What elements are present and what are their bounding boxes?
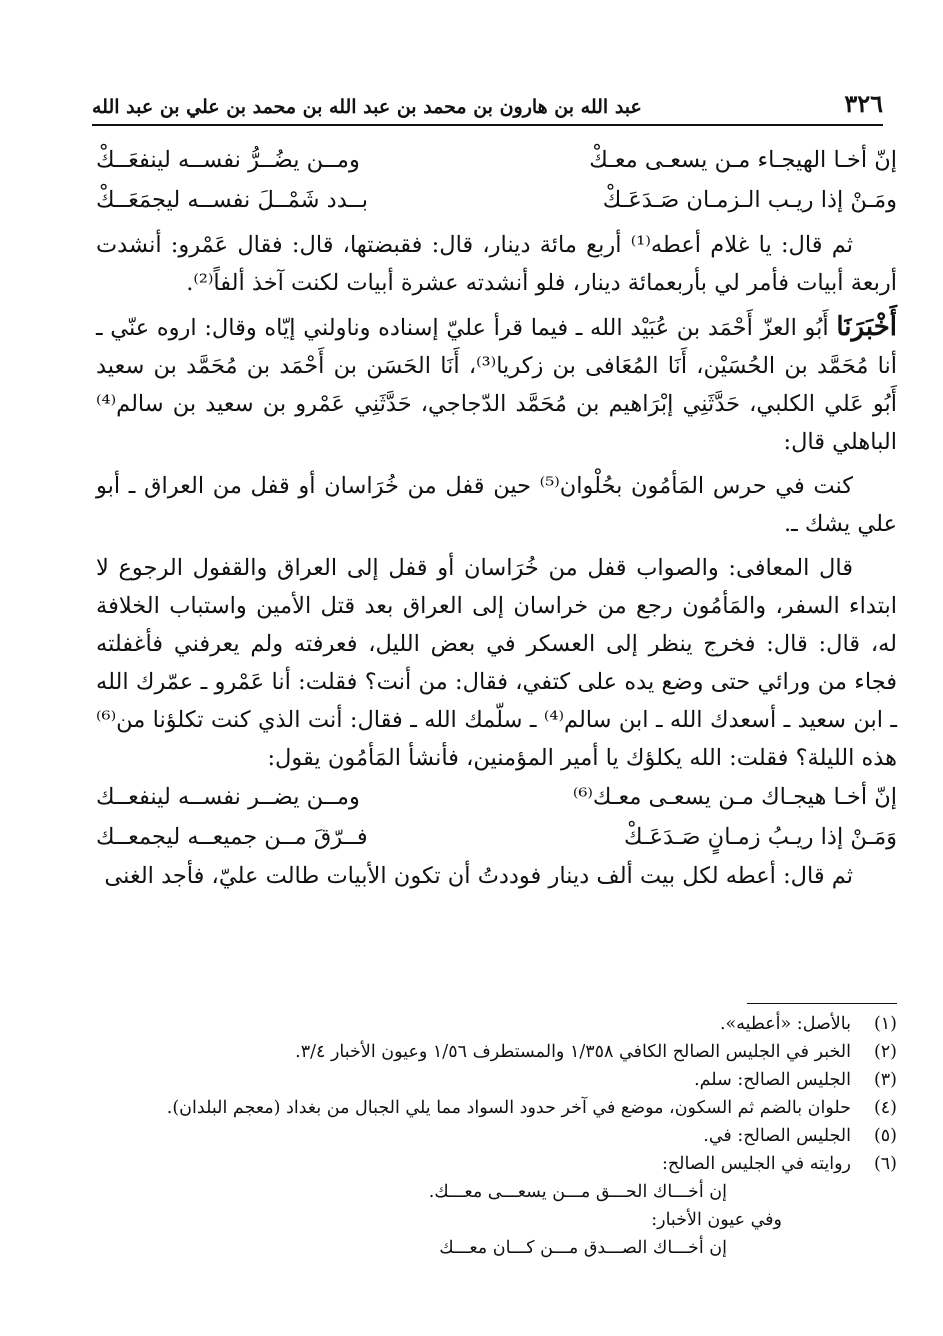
verse-hemistich-left: ومــن يضُــرُّ نفســه لينفعَــكْ — [96, 147, 360, 173]
paragraph: ثم قال: أعطه لكل بيت ألف دينار فوددتُ أن تكون الأبيات طالت عليّ، فأجد الغنى — [104, 863, 853, 889]
footnote-number: (٦) — [873, 1154, 897, 1174]
footnote-number: (٥) — [873, 1126, 897, 1146]
page-header — [92, 70, 883, 126]
footnote-text: حلوان بالضم ثم السكون، موضع في آخر حدود السواد مما يلي الجبال من بغداد (معجم البلدان). — [166, 1098, 851, 1118]
verse-hemistich-right: إنّ أخـا الهيجـاء مـن يسعـى معـكْ — [589, 147, 897, 173]
running-title: عبد الله بن هارون بن محمد بن عبد الله بن محمد بن علي بن عبد الله — [92, 96, 642, 118]
main-text — [96, 140, 897, 895]
verse-hemistich-right: وَمَـنْ إذا ريـبُ زمـانٍ صَـدَعَـكْ — [624, 824, 897, 850]
verse-hemistich-left: فــرّقَ مــن جميعــه ليجمعــك — [96, 824, 368, 850]
verse-hemistich-left: ومــن يضــر نفســه لينفعــك — [96, 784, 360, 810]
footnote — [96, 1094, 897, 1122]
verse-hemistich-left: بــدد شَمْــلَ نفســه ليجمَعَــكْ — [96, 187, 368, 213]
footnote-number: (٤) — [873, 1098, 897, 1118]
footnote-text: الجليس الصالح: سلم. — [694, 1070, 851, 1090]
footnote — [96, 1010, 897, 1038]
footnote — [96, 1038, 897, 1066]
paragraph-isnad — [96, 308, 897, 461]
footnotes — [96, 1003, 897, 1262]
footnote-text: الخبر في الجليس الصالح الكافي ١/٣٥٨ والمستطرف ١/٥٦ وعيون الأخبار ٣/٤. — [295, 1042, 851, 1062]
footnote-verse: إن أخـــاك الصـــدق مـــن كـــان معـــك — [439, 1238, 727, 1258]
footnote-text: الجليس الصالح: في. — [703, 1126, 851, 1146]
footnote-text: روايته في الجليس الصالح: — [661, 1154, 851, 1174]
footnote — [96, 1066, 897, 1094]
page-number: ٣٢٦ — [844, 89, 883, 118]
verse-hemistich-right: ومَـنْ إذا ريـب الـزمـان صَـدَعَـكْ — [602, 187, 897, 213]
footnote-number: (٢) — [873, 1042, 897, 1062]
footnote — [96, 1122, 897, 1150]
footnote-number: (١) — [873, 1014, 897, 1034]
akhbarana-lead: أَخْبَرَنَا — [836, 312, 897, 342]
footnote-sublabel: وفي عيون الأخبار: — [651, 1210, 782, 1230]
paragraph: ثم قال: يا غلام أعطه⁽¹⁾ أربع مائة دينار، قال: فقبضتها، قال: فقال عَمْرو: أنشدت أربعة أبيات فأمر لي بأربعمائة دينار، فلو أنشدته عشرة أبيات لكنت آخذ ألفاً⁽²⁾. — [96, 232, 897, 296]
paragraph: كنت في حرس المَأمُون بحُلْوان⁽⁵⁾ حين قفل من خُرَاسان أو قفل من العراق ـ أبو علي يشك ـ. — [96, 473, 897, 537]
footnote — [96, 1150, 897, 1178]
footnote-number: (٣) — [873, 1070, 897, 1090]
footnote-divider — [747, 1003, 897, 1004]
verse-line — [96, 180, 897, 220]
footnote-text: بالأصل: «أعطيه». — [719, 1014, 851, 1034]
verse-line — [96, 777, 897, 817]
verse-line — [96, 817, 897, 857]
isnad-text: أَبُو العزّ أَحْمَد بن عُبَيْد الله ـ فيما قرأ عليّ إسناده وناولني إيّاه وقال: اروه عنّي ـ أنا مُحَمَّد بن الحُسَيْن، أَنَا المُعَافى بن زكريا⁽³⁾، أَنَا الحَسَن بن أَحْمَد بن مُحَمَّد بن سعيد أَبُو عَلي الكلبي، حَدَّثَنِي إبْرَاهيم بن مُحَمَّد الدّجاجي، حَدَّثَنِي عَمْرو بن سعيد بن سالم⁽⁴⁾ الباهلي قال: — [96, 315, 898, 455]
verse-line — [96, 140, 897, 180]
paragraph: قال المعافى: والصواب قفل من خُرَاسان أو قفل إلى العراق والقفول الرجوع لا ابتداء السفر، والمَأمُون رجع من خراسان إلى العراق بعد قتل الأمين واستباب الخلافة له، قال: قال: فخرج ينظر إلى العسكر في بعض الليل، فعرفته ولم يعرفني فأغفلته فجاء من ورائي حتى وضع يده على كتفي، فقال: من أنت؟ فقلت: أنا عَمْرو ـ عمّرك الله ـ ابن سعيد ـ أسعدك الله ـ ابن سالم⁽⁴⁾ ـ سلّمك الله ـ فقال: أنت الذي كنت تكلؤنا من⁽⁶⁾ هذه الليلة؟ فقلت: الله يكلؤك يا أمير المؤمنين، فأنشأ المَأمُون يقول: — [96, 555, 898, 771]
footnote-verse: إن أخـــاك الحـــق مـــن يسعـــى معـــك. — [428, 1182, 727, 1202]
verse-hemistich-right: إنّ أخـا هيجـاك مـن يسعـى معـك⁽⁶⁾ — [572, 784, 897, 810]
